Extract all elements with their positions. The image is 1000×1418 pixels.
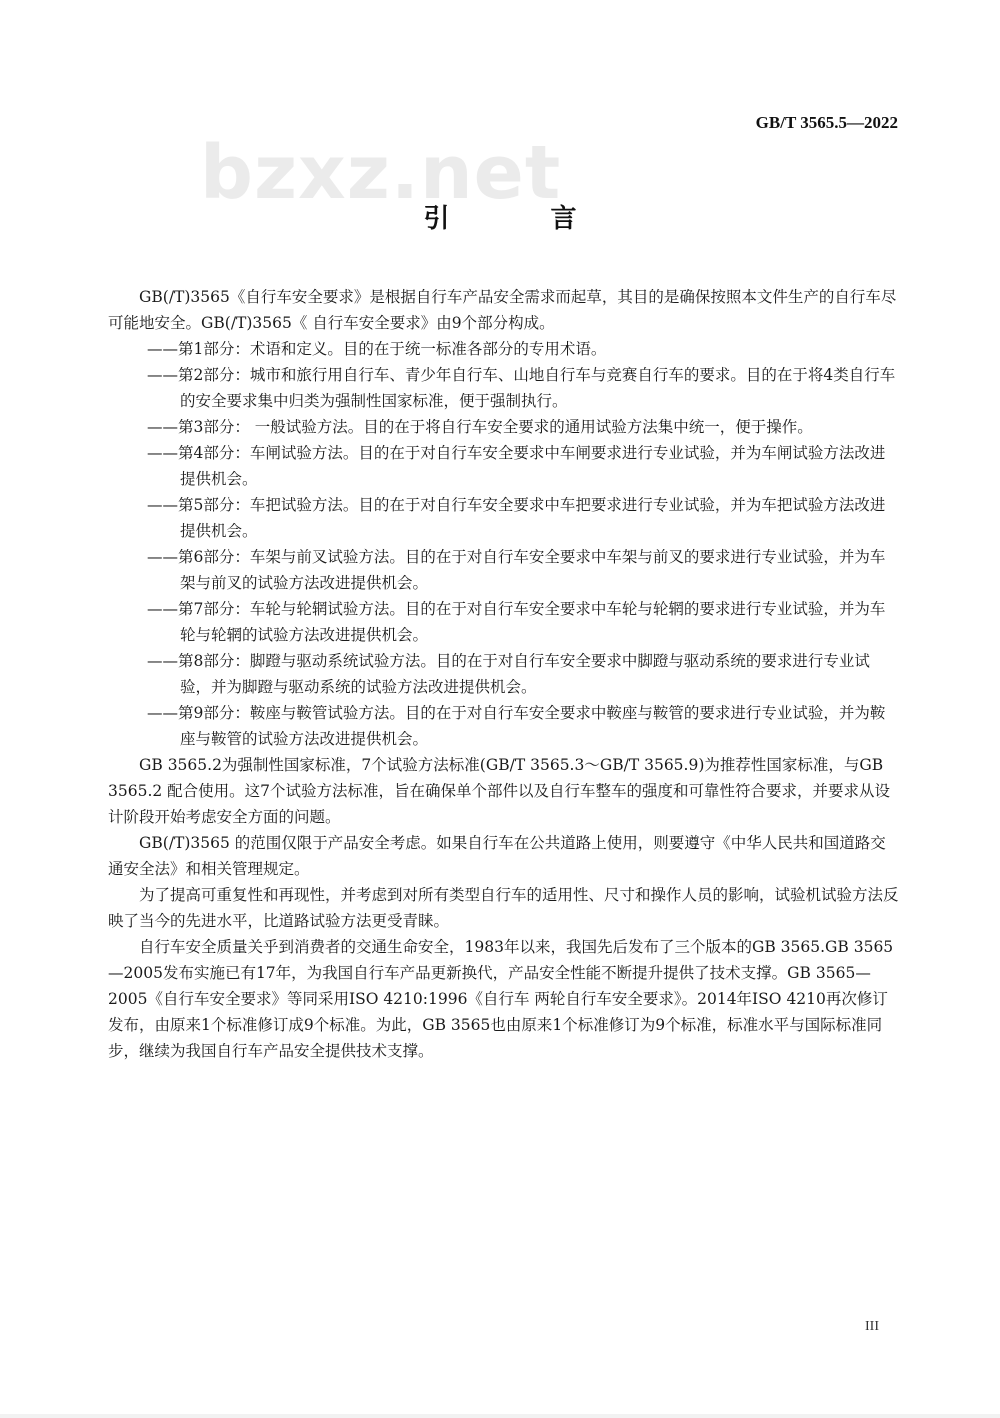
standard-code: GB/T 3565.5—2022	[755, 113, 898, 132]
paragraph-test-methods: 为了提高可重复性和再现性，并考虑到对所有类型自行车的适用性、尺寸和操作人员的影响，试验机试验方法反映了当今的先进水平，比道路试验方法更受青睐。	[108, 886, 899, 930]
list-item-part-8: ——第8部分：脚蹬与驱动系统试验方法。目的在于对自行车安全要求中脚蹬与驱动系统的要求进行专业试验，并为脚蹬与驱动系统的试验方法改进提供机会。	[147, 652, 870, 696]
list-item-part-6: ——第6部分：车架与前叉试验方法。目的在于对自行车安全要求中车架与前叉的要求进行专业试验，并为车架与前叉的试验方法改进提供机会。	[147, 548, 886, 592]
intro-paragraph: GB(/T)3565《自行车安全要求》是根据自行车产品安全需求而起草，其目的是确保按照本文件生产的自行车尽可能地安全。GB(/T)3565《 自行车安全要求》由9个部分构成。	[108, 288, 897, 332]
list-item-part-2: ——第2部分：城市和旅行用自行车、青少年自行车、山地自行车与竞赛自行车的要求。目的在于将4类自行车的安全要求集中归类为强制性国家标准，便于强制执行。	[147, 366, 896, 410]
list-item-part-4: ——第4部分：车闸试验方法。目的在于对自行车安全要求中车闸要求进行专业试验，并为车闸试验方法改进提供机会。	[147, 444, 886, 488]
paragraph-scope: GB(/T)3565 的范围仅限于产品安全考虑。如果自行车在公共道路上使用，则要遵守《中华人民共和国道路交通安全法》和相关管理规定。	[108, 834, 886, 878]
list-item-part-1: ——第1部分：术语和定义。目的在于统一标准各部分的专用术语。	[147, 340, 607, 358]
paragraph-history: 自行车安全质量关乎到消费者的交通生命安全，1983年以来，我国先后发布了三个版本的GB 3565.GB 3565—2005发布实施已有17年，为我国自行车产品更新换代，产品安全性能不断提升提供了技术支撑。GB 3565—2005《自行车安全要求》等同采用ISO 4210:1996《自行车 两轮自行车安全要求》。2014年ISO 4210再次修订发布，由原来1个标准修订成9个标准。为此，GB 3565也由原来1个标准修订为9个标准，标准水平与国际标准同步，继续为我国自行车产品安全提供技术支撑。	[108, 938, 894, 1060]
page-bottom-edge	[0, 1414, 1000, 1418]
list-item-part-3: ——第3部分： 一般试验方法。目的在于将自行车安全要求的通用试验方法集中统一，便于操作。	[147, 418, 813, 436]
paragraph-standards-relation: GB 3565.2为强制性国家标准，7个试验方法标准(GB/T 3565.3～GB/T 3565.9)为推荐性国家标准，与GB 3565.2 配合使用。这7个试验方法标准，旨在确保单个部件以及自行车整车的强度和可靠性符合要求，并要求从设计阶段开始考虑安全方面的问题。	[108, 756, 891, 826]
watermark-logo: bzxz.net	[200, 130, 562, 216]
document-body	[108, 284, 900, 1064]
parts-list	[108, 336, 900, 752]
page-title: 引 言	[423, 204, 623, 234]
page-number: III	[865, 1319, 879, 1334]
list-item-part-7: ——第7部分：车轮与轮辋试验方法。目的在于对自行车安全要求中车轮与轮辋的要求进行专业试验，并为车轮与轮辋的试验方法改进提供机会。	[147, 600, 886, 644]
list-item-part-5: ——第5部分：车把试验方法。目的在于对自行车安全要求中车把要求进行专业试验，并为车把试验方法改进提供机会。	[147, 496, 886, 540]
list-item-part-9: ——第9部分：鞍座与鞍管试验方法。目的在于对自行车安全要求中鞍座与鞍管的要求进行专业试验，并为鞍座与鞍管的试验方法改进提供机会。	[147, 704, 886, 748]
